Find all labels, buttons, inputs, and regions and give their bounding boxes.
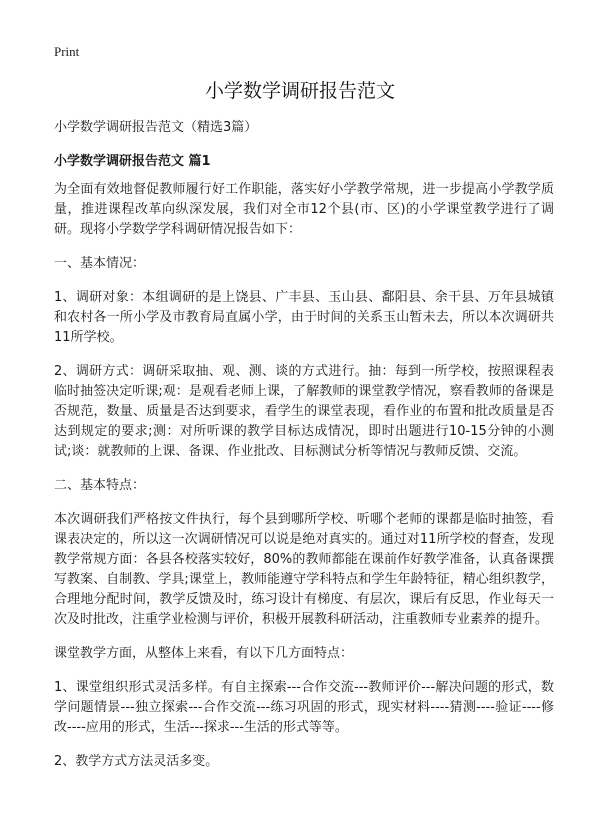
paragraph-classroom-forms: 1、课堂组织形式灵活多样。有自主探索---合作交流---教师评价---解决问题的形式，数学问题情景---独立探索---合作交流---练习巩固的形式，现实材料----猜测----验证----修改----应用的形式，生活---探求---生活的形式等等。 (54, 680, 554, 735)
paragraph-teaching-methods: 2、教学方式方法灵活多变。 (54, 754, 219, 769)
document-subtitle: 小学数学调研报告范文（精选3篇） (54, 120, 258, 135)
paragraph-research-subjects: 1、调研对象：本组调研的是上饶县、广丰县、玉山县、鄱阳县、余干县、万年县城镇和农村各一所小学及市教育局直属小学，由于时间的关系玉山暂未去，所以本次调研共11所学校。 (54, 290, 554, 345)
page-title: 小学数学调研报告范文 (204, 80, 395, 102)
paragraph-findings: 本次调研我们严格按文件执行，每个县到哪所学校、听哪个老师的课都是临时抽签，看课表决定的，所以这一次调研情况可以说是绝对真实的。通过对11所学校的督查，发现教学常规方面：各县各校落实较好，80%的教师都能在课前作好教学准备，认真备课撰写教案、自制教、学具;课堂上，教师能遵守学科特点和学生年龄特征，精心组织教学，合理地分配时间，教学反馈及时，练习设计有梯度、有层次，课后有反思，作业每天一次及时批改，注重学业检测与评价，积极开展教科研活动，注重教师专业素养的提升。 (54, 512, 554, 627)
print-link[interactable]: Print (54, 44, 80, 59)
paragraph-intro: 为全面有效地督促教师履行好工作职能，落实好小学教学常规，进一步提高小学教学质量，推进课程改革向纵深发展，我们对全市12个县(市、区)的小学课堂教学进行了调研。现将小学数学学科调研情况报告如下： (54, 182, 554, 237)
heading-basic-features: 二、基本特点： (54, 478, 146, 493)
paragraph-classroom-overview: 课堂教学方面，从整体上来看，有以下几方面特点： (54, 646, 354, 661)
paragraph-research-methods: 2、调研方式：调研采取抽、观、测、谈的方式进行。抽：每到一所学校，按照课程表临时抽签决定听课;观：是观看老师上课，了解教师的课堂教学情况，察看教师的备课是否规范，数量、质量是否达到要求，看学生的课堂表现，看作业的布置和批改质量是否达到规定的要求;测：对所听课的教学目标达成情况，即时出题进行10-15分钟的小测试;谈：就教师的上课、备课、作业批改、目标测试分析等情况与教师反馈、交流。 (54, 364, 554, 459)
heading-basic-situation: 一、基本情况： (54, 256, 146, 271)
section-heading: 小学数学调研报告范文 篇1 (54, 154, 211, 169)
document-body (54, 118, 554, 786)
